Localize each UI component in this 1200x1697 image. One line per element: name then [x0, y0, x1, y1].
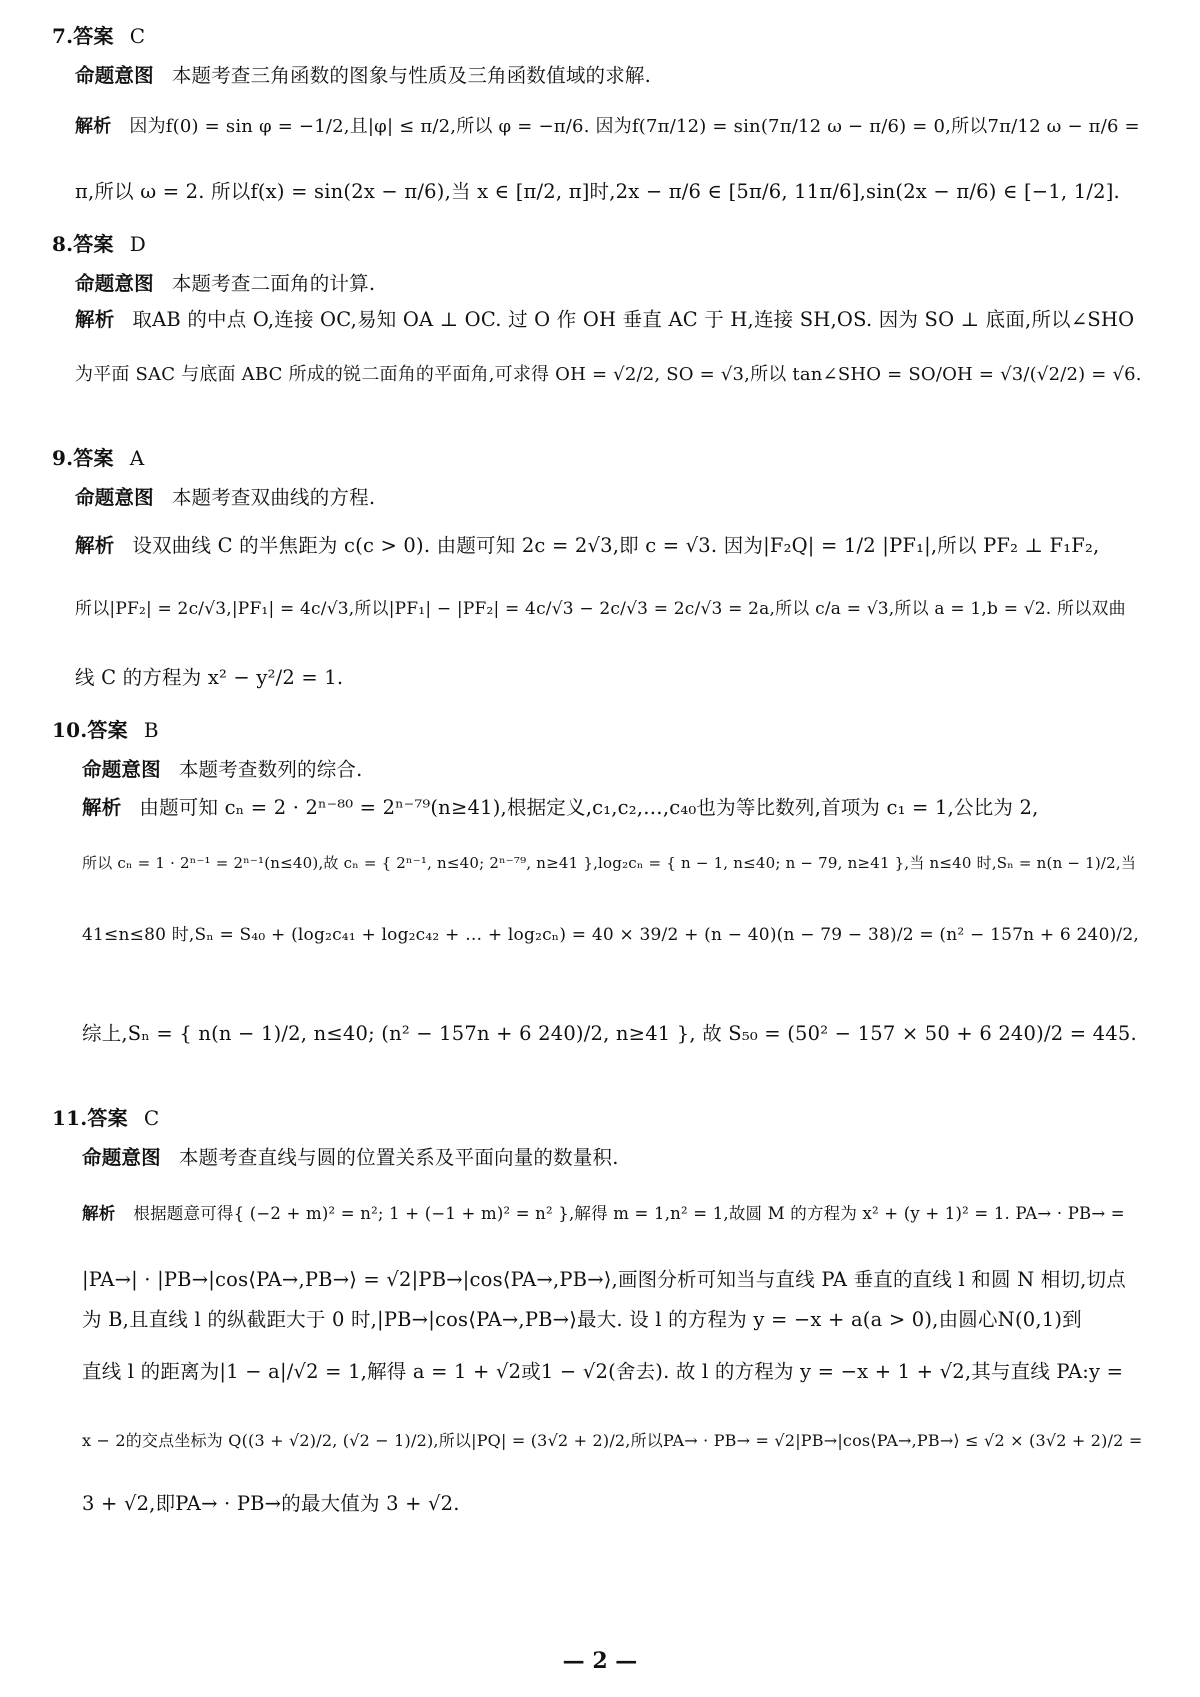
q8-analysis-label: 解析 [75, 308, 115, 331]
q8-analysis-line-2 [75, 360, 1145, 386]
q8-intent-text: 本题考查二面角的计算. [171, 272, 376, 295]
q9-number: 9. [52, 446, 74, 470]
q8-analysis-text-2: 为平面 SAC 与底面 ABC 所成的锐二面角的平面角,可求得 OH = √2/2, SO = √3,所以 tan∠SHO = SO/OH = √3/(√2/2) = √6. [75, 364, 1142, 385]
q11-intent-label: 命题意图 [82, 1146, 161, 1169]
q11-analysis-line-2 [82, 1264, 1145, 1292]
q10-analysis-text-4: 综上,Sₙ = { n(n − 1)/2, n≤40; (n² − 157n + 6 240)/2, n≥41 }, 故 S₅₀ = (50² − 157 × 50 + 6 240)/2 = 445. [82, 1022, 1137, 1045]
q11-analysis-text-6: 3 + √2,即PA→ · PB→的最大值为 3 + √2. [82, 1492, 460, 1515]
q7-analysis-text-1: 因为f(0) = sin φ = −1/2,且|φ| ≤ π/2,所以 φ = −π/6. 因为f(7π/12) = sin(7π/12 ω − π/6) = 0,所以7π/12 ω − π/6 = [129, 116, 1140, 137]
page-number: — 2 — [562, 1648, 638, 1674]
q9-intent-label: 命题意图 [75, 486, 154, 509]
q10-intent [82, 754, 1145, 782]
q9-intent-text: 本题考查双曲线的方程. [171, 486, 376, 509]
q10-header [52, 714, 1145, 743]
q8-answer-label: 答案 [73, 232, 114, 256]
q10-intent-label: 命题意图 [82, 758, 161, 781]
q7-intent [75, 60, 1145, 88]
q11-analysis-text-2: |PA→| · |PB→|cos⟨PA→,PB→⟩ = √2|PB→|cos⟨PA→,PB→⟩,画图分析可知当与直线 PA 垂直的直线 l 和圆 N 相切,切点 [82, 1268, 1126, 1291]
q10-analysis-line-3 [82, 920, 1145, 945]
q10-analysis-text-3: 41≤n≤80 时,Sₙ = S₄₀ + (log₂c₄₁ + log₂c₄₂ + … + log₂cₙ) = 40 × 39/2 + (n − 40)(n − 79 − 38)/2 = (n² − 157n + 6 240)/2, [82, 925, 1139, 945]
q9-answer: A [129, 446, 145, 470]
q10-analysis-line-4 [82, 1018, 1145, 1046]
q11-analysis-text-5: x − 2的交点坐标为 Q((3 + √2)/2, (√2 − 1)/2),所以|PQ| = (3√2 + 2)/2,所以PA→ · PB→ = √2|PB→|cos⟨PA→,PB→⟩ ≤ √2 × (3√2 + 2)/2 = [82, 1431, 1143, 1450]
q7-analysis-text-2: π,所以 ω = 2. 所以f(x) = sin(2x − π/6),当 x ∈ [π/2, π]时,2x − π/6 ∈ [5π/6, 11π/6],sin(2x − π/6) ∈ [−1, 1/2]. [75, 180, 1120, 203]
q11-analysis-line-6 [82, 1488, 1145, 1516]
q9-answer-label: 答案 [73, 446, 114, 470]
q10-intent-text: 本题考查数列的综合. [178, 758, 363, 781]
q10-number: 10. [52, 718, 88, 742]
q11-analysis-line-1 [82, 1200, 1145, 1224]
q11-analysis-label: 解析 [82, 1204, 116, 1223]
q9-analysis-line-2 [75, 594, 1145, 619]
q7-analysis-label: 解析 [75, 116, 112, 137]
q11-analysis-text-1: 根据题意可得{ (−2 + m)² = n²; 1 + (−1 + m)² = n² },解得 m = 1,n² = 1,故圆 M 的方程为 x² + (y + 1)² = 1. PA→ · PB→ = [133, 1204, 1125, 1223]
q8-intent-label: 命题意图 [75, 272, 154, 295]
q11-analysis-line-4 [82, 1356, 1145, 1384]
q7-answer: C [129, 24, 146, 48]
q9-analysis-line-3 [75, 662, 1145, 690]
q10-answer: B [143, 718, 159, 742]
q7-intent-text: 本题考查三角函数的图象与性质及三角函数值域的求解. [171, 64, 652, 87]
q9-analysis-text-1: 设双曲线 C 的半焦距为 c(c > 0). 由题可知 2c = 2√3,即 c = √3. 因为|F₂Q| = 1/2 |PF₁|,所以 PF₂ ⊥ F₁F₂, [132, 534, 1100, 557]
q11-header [52, 1102, 1145, 1131]
q8-intent [75, 268, 1145, 296]
q9-intent [75, 482, 1145, 510]
q9-header [52, 442, 1145, 471]
q11-analysis-line-3 [82, 1304, 1145, 1332]
q9-analysis-label: 解析 [75, 534, 115, 557]
q8-header [52, 228, 1145, 257]
q7-analysis-line-1 [75, 112, 1145, 138]
q10-analysis-text-2: 所以 cₙ = 1 · 2ⁿ⁻¹ = 2ⁿ⁻¹(n≤40),故 cₙ = { 2ⁿ⁻¹, n≤40; 2ⁿ⁻⁷⁹, n≥41 },log₂cₙ = { n − 1, n≤40; n − 79, n≥41 },当 n≤40 时,Sₙ = n(n − 1)/2,当 [82, 854, 1137, 872]
q11-analysis-line-5 [82, 1428, 1145, 1451]
q9-analysis-text-2: 所以|PF₂| = 2c/√3,|PF₁| = 4c/√3,所以|PF₁| − |PF₂| = 4c/√3 − 2c/√3 = 2c/√3 = 2a,所以 c/a = √3,所以 a = 1,b = √2. 所以双曲 [75, 599, 1126, 619]
q11-number: 11. [52, 1106, 88, 1130]
q11-analysis-text-4: 直线 l 的距离为|1 − a|/√2 = 1,解得 a = 1 + √2或1 − √2(舍去). 故 l 的方程为 y = −x + 1 + √2,其与直线 PA:y = [82, 1360, 1124, 1383]
q11-intent [82, 1142, 1145, 1170]
q10-analysis-line-1 [82, 792, 1145, 820]
q9-analysis-text-3: 线 C 的方程为 x² − y²/2 = 1. [75, 666, 344, 689]
q8-number: 8. [52, 232, 74, 256]
q7-answer-label: 答案 [73, 24, 114, 48]
q11-answer: C [143, 1106, 160, 1130]
q7-analysis-line-2 [75, 176, 1145, 204]
q7-number: 7. [52, 24, 74, 48]
q8-answer: D [129, 232, 146, 256]
q7-header [52, 20, 1145, 49]
q10-answer-label: 答案 [87, 718, 128, 742]
q7-intent-label: 命题意图 [75, 64, 154, 87]
q10-analysis-label: 解析 [82, 796, 122, 819]
q11-answer-label: 答案 [87, 1106, 128, 1130]
q11-analysis-text-3: 为 B,且直线 l 的纵截距大于 0 时,|PB→|cos⟨PA→,PB→⟩最大. 设 l 的方程为 y = −x + a(a > 0),由圆心N(0,1)到 [82, 1308, 1082, 1331]
q9-analysis-line-1 [75, 530, 1145, 558]
q10-analysis-text-1: 由题可知 cₙ = 2 · 2ⁿ⁻⁸⁰ = 2ⁿ⁻⁷⁹(n≥41),根据定义,c₁,c₂,…,c₄₀也为等比数列,首项为 c₁ = 1,公比为 2, [139, 796, 1039, 819]
q10-analysis-line-2 [82, 852, 1145, 873]
q8-analysis-text-1: 取AB 的中点 O,连接 OC,易知 OA ⊥ OC. 过 O 作 OH 垂直 AC 于 H,连接 SH,OS. 因为 SO ⊥ 底面,所以∠SHO [132, 308, 1135, 331]
q11-intent-text: 本题考查直线与圆的位置关系及平面向量的数量积. [178, 1146, 619, 1169]
q8-analysis-line-1 [75, 304, 1145, 332]
